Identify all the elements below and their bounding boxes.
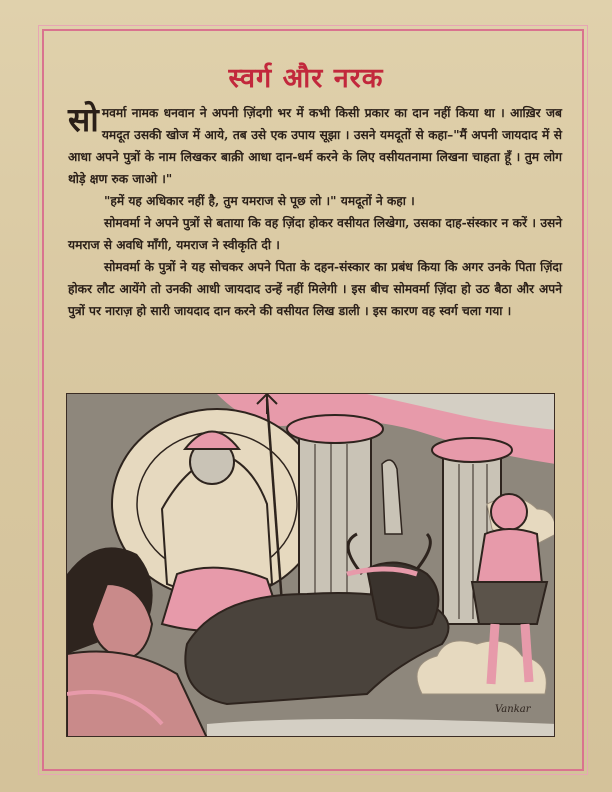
pillar-right-capital bbox=[432, 438, 512, 462]
story-title: स्वर्ग और नरक bbox=[228, 63, 384, 94]
pillar-left-capital bbox=[287, 415, 383, 443]
story-paragraph: सोमवर्मा ने अपने पुत्रों से बताया कि वह ज़िंदा होकर वसीयत लिखेगा, उसका दाह-संस्कार न करें । उसने यमराज से अवधि माँगी, यमराज ने स्वीकृति दी । bbox=[68, 216, 562, 252]
drop-cap: सो bbox=[68, 100, 99, 139]
story-paragraph: सोमवर्मा के पुत्रों ने यह सोचकर अपने पिता के दहन-संस्कार का प्रबंध किया कि अगर उनके पिता ज़िंदा होकर लौट आयेंगे तो उनकी आधी जायदाद उन्हें नहीं मिलेगी । इस बीच सोमवर्मा ज़िंदा हो उठ बैठा और अपने पुत्रों पर नाराज़ हो सारी जायदाद दान करने की वसीयत लिख डाली । इस कारण वह स्वर्ग चला गया । bbox=[68, 260, 562, 318]
yamaduta-skirt bbox=[472, 582, 547, 624]
yamaduta-leg bbox=[525, 624, 529, 682]
yamaduta-leg bbox=[491, 624, 495, 684]
illustration-drawing bbox=[67, 394, 555, 737]
yamaduta-torso bbox=[477, 529, 542, 584]
yamaduta-head bbox=[491, 494, 527, 530]
story-illustration bbox=[66, 393, 555, 737]
story-paragraph: सोमवर्मा नामक धनवान ने अपनी ज़िंदगी भर में कभी किसी प्रकार का दान नहीं किया था । आख़िर जब यमदूत उसकी खोज में आये, तब उसे एक उपाय सूझा । उसने यमदूतों से कहा–"मैं अपनी जायदाद में से आधा अपने पुत्रों के नाम लिखकर बाक़ी आधा दान-धर्म करने के लिए वसीयतनामा लिखना चाहता हूँ । तुम लोग थोड़े क्षण रुक जाओ ।" bbox=[68, 100, 562, 186]
story-text bbox=[68, 102, 562, 322]
story-paragraph: "हमें यह अधिकार नहीं है, तुम यमराज से पूछ लो ।" यमदूतों ने कहा । bbox=[104, 194, 415, 208]
artist-signature: Vankar bbox=[495, 704, 531, 715]
